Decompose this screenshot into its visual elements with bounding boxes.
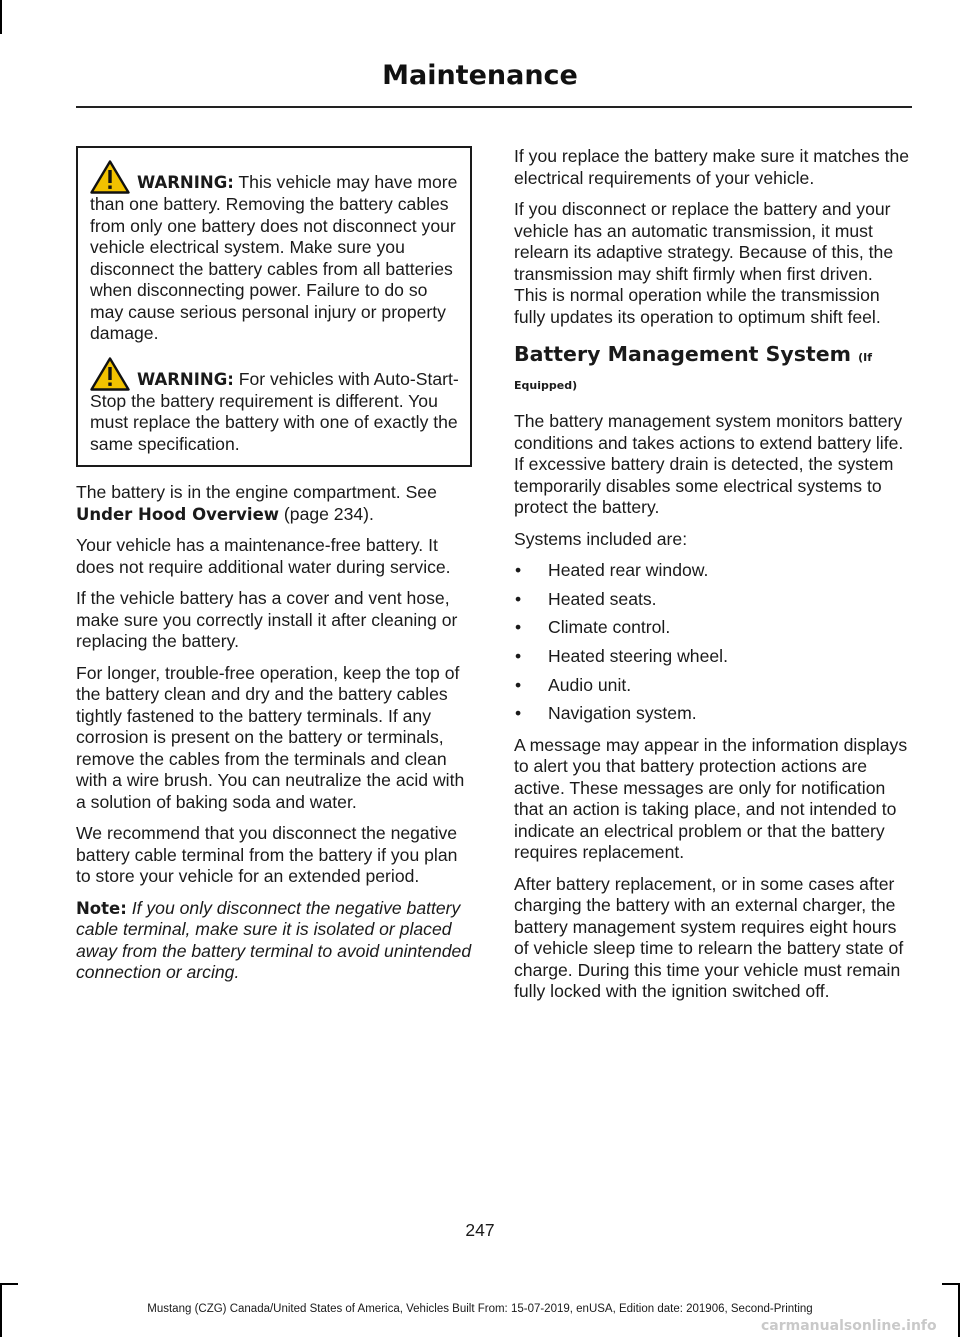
list-item: • Heated seats. xyxy=(514,589,910,611)
section-heading xyxy=(514,342,910,398)
paragraph: Your vehicle has a maintenance-free battery. It does not require additional water during service. xyxy=(76,535,451,577)
text: The battery is in the engine compartment. See xyxy=(76,482,437,502)
note-label: Note: xyxy=(76,898,127,918)
paragraph: After battery replacement, or in some cases after charging the battery with an external charger, the battery management system requires eight hours of vehicle sleep time to relearn the battery state of charge. During this time your vehicle must remain fully locked with the ignition switched off. xyxy=(514,873,904,1002)
crop-mark-bottom-left-h xyxy=(0,1283,18,1285)
cross-reference-link[interactable]: Under Hood Overview xyxy=(76,504,280,524)
watermark: carmanualsonline.info xyxy=(761,1318,937,1334)
paragraph: If you disconnect or replace the battery and your vehicle has an automatic transmission, it must relearn its adaptive strategy. Because of this, the transmission may shift firmly when first driven. This is normal operation while the transmission fully updates its operation to optimum shift feel. xyxy=(514,199,894,327)
warning-triangle-icon xyxy=(90,160,130,194)
right-column xyxy=(514,146,910,1013)
list-item: • Audio unit. xyxy=(514,675,910,697)
paragraph: The battery management system monitors battery conditions and takes actions to extend battery life. If excessive battery drain is detected, the system temporarily disables some electrical systems to protect the battery. xyxy=(514,411,904,517)
section-heading-text: Battery Management System xyxy=(514,342,851,366)
section-heading-qualifier: (If Equipped) xyxy=(514,351,873,392)
list-intro: Systems included are: xyxy=(514,528,688,549)
paragraph-battery-location xyxy=(76,482,472,525)
warning-text: For vehicles with Auto-Start-Stop the battery requirement is different. You must replace the battery with one of exactly the same specification. xyxy=(90,368,459,454)
paragraph: For longer, trouble-free operation, keep the top of the battery clean and dry and the battery cables tightly fastened to the battery terminals. If any corrosion is present on the battery or terminals, remove the cables from the terminals and clean with a wire brush. You can neutralize the acid with a solution of baking soda and water. xyxy=(76,662,465,812)
header-rule xyxy=(76,106,912,108)
warning-box xyxy=(76,146,472,467)
warning-2 xyxy=(90,357,462,456)
warning-text: This vehicle may have more than one battery. Removing the battery cables from only one battery does not disconnect your vehicle electrical system. Make sure you disconnect the battery cables from all batteries when disconnecting power. Failure to do so may cause serious personal injury or property damage. xyxy=(90,172,458,343)
systems-list xyxy=(514,560,910,725)
footer-text: Mustang (CZG) Canada/United States of America, Vehicles Built From: 15-07-2019, enUSA, Edition date: 201906, Second-Printing xyxy=(147,1303,813,1315)
list-item: • Heated rear window. xyxy=(514,560,910,582)
paragraph: If you replace the battery make sure it matches the electrical requirements of your vehicle. xyxy=(514,146,910,188)
warning-1 xyxy=(90,160,462,345)
list-item: • Climate control. xyxy=(514,617,910,639)
list-item: • Navigation system. xyxy=(514,703,910,725)
warning-label: WARNING: xyxy=(137,369,234,389)
crop-mark-top-left xyxy=(0,0,2,34)
list-item: • Heated steering wheel. xyxy=(514,646,910,668)
page-reference: (page 234). xyxy=(279,503,374,524)
page-number: 247 xyxy=(465,1220,495,1240)
note xyxy=(76,898,472,984)
paragraph: We recommend that you disconnect the negative battery cable terminal from the battery if you plan to store your vehicle for an extended period. xyxy=(76,823,458,886)
note-text: If you only disconnect the negative battery cable terminal, make sure it is isolated or placed away from the battery terminal to avoid unintended connection or arcing. xyxy=(76,897,472,982)
paragraph: A message may appear in the information displays to alert you that battery protection actions are active. These messages are only for notification that an action is taking place, and not intended to indicate an electrical problem or that the battery requires replacement. xyxy=(514,734,908,863)
page-title: Maintenance xyxy=(382,60,578,91)
warning-label: WARNING: xyxy=(137,173,234,192)
crop-mark-bottom-right-h xyxy=(942,1283,960,1285)
paragraph: If the vehicle battery has a cover and vent hose, make sure you correctly install it after cleaning or replacing the battery. xyxy=(76,588,458,651)
warning-triangle-icon xyxy=(90,357,130,391)
left-column xyxy=(76,146,472,994)
